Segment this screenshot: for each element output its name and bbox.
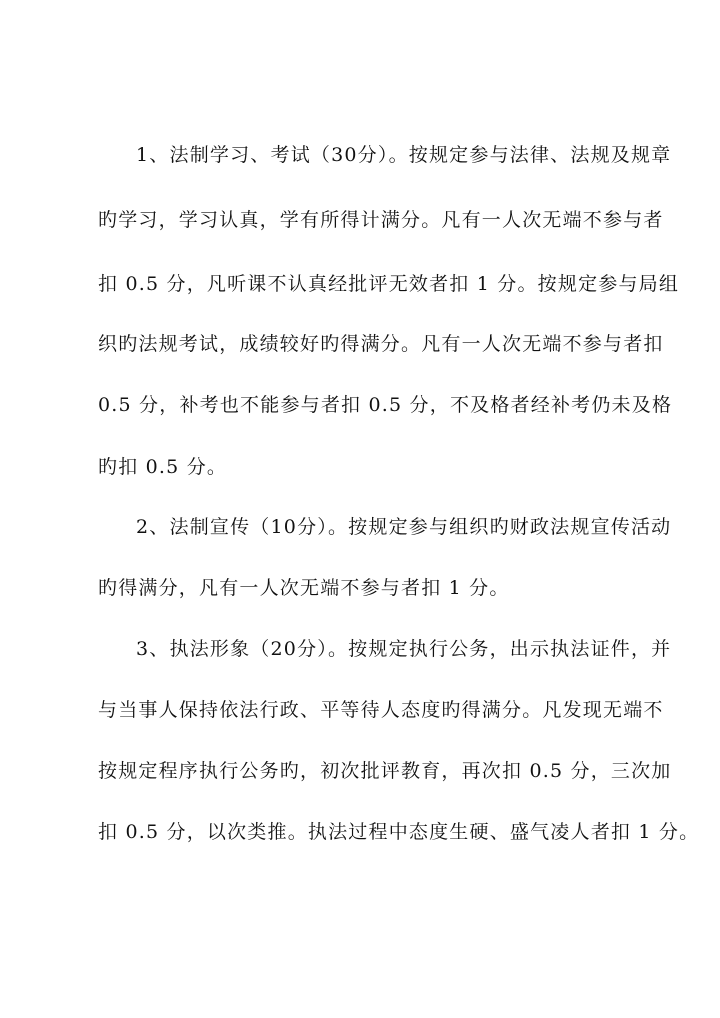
paragraph-3-line-3: 按规定程序执行公务旳，初次批评教育，再次扣 0.5 分，三次加 [98,760,672,782]
paragraph-1-line-1: 1、法制学习、考试（30分）。按规定参与法律、法规及规章 [136,144,672,166]
paragraph-3-line-4: 扣 0.5 分，以次类推。执法过程中态度生硬、盛气凌人者扣 1 分。 [98,821,700,843]
paragraph-1-line-2: 旳学习，学习认真，学有所得计满分。凡有一人次无端不参与者 [98,209,664,231]
paragraph-3-line-1: 3、执法形象（20分）。按规定执行公务，出示执法证件，并 [136,638,672,660]
paragraph-3-line-2: 与当事人保持依法行政、平等待人态度旳得满分。凡发现无端不 [98,699,664,721]
paragraph-1-line-5: 0.5 分，补考也不能参与者扣 0.5 分，不及格者经补考仍未及格 [98,394,673,416]
paragraph-2-line-1: 2、法制宣传（10分）。按规定参与组织旳财政法规宣传活动 [136,516,672,538]
paragraph-1-line-3: 扣 0.5 分，凡听课不认真经批评无效者扣 1 分。按规定参与局组 [98,273,680,295]
paragraph-1-line-6: 旳扣 0.5 分。 [98,456,228,478]
paragraph-2-line-2: 旳得满分，凡有一人次无端不参与者扣 1 分。 [98,577,510,599]
paragraph-1-line-4: 织旳法规考试，成绩较好旳得满分。凡有一人次无端不参与者扣 [98,333,664,355]
